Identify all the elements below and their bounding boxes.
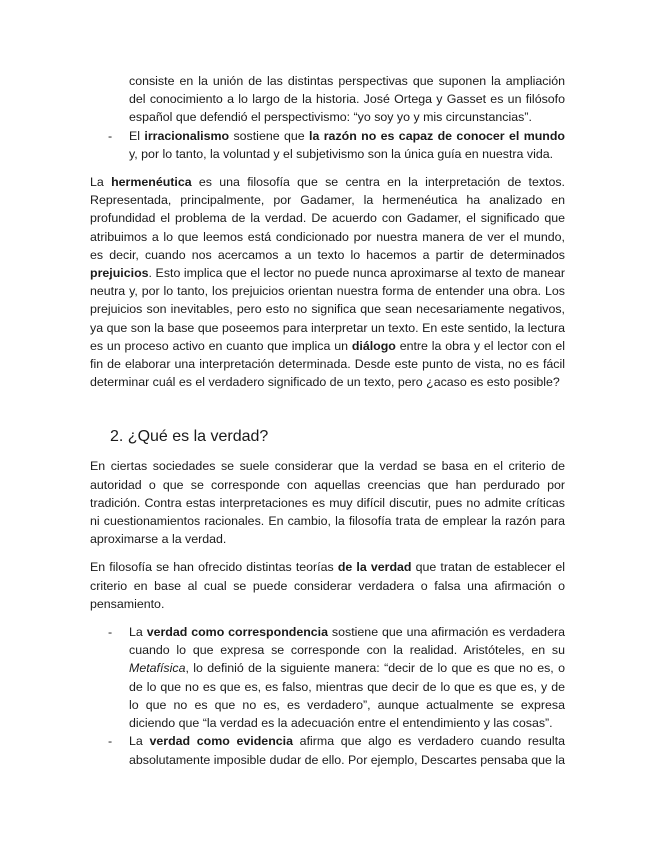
list-item-irracionalismo — [90, 127, 565, 163]
irracionalismo-mid: sostiene que — [229, 128, 310, 143]
term-dialogo: diálogo — [351, 338, 396, 353]
evidencia-text — [129, 732, 565, 768]
bullet-dash: - — [108, 625, 113, 640]
correspondencia-text2: , lo definió de la siguiente manera: “decir de lo que es que no es, o de lo que no es que es, es falso, mientras que decir de lo que es que es, y de lo que no es que no es, es verdadero”, aunque actualmente se expresa diciendo que “la verdad es la adecuación entre el entendimiento y las cosas”. — [129, 661, 565, 731]
work-metafisica: Metafísica — [129, 661, 186, 676]
term-evidencia: verdad como evidencia — [149, 734, 293, 749]
paragraph-hermeneutica — [90, 173, 565, 391]
correspondencia-pre: La — [129, 625, 147, 640]
claim-razon: la razón no es capaz de conocer el mundo — [309, 128, 565, 143]
correspondencia-text1: sostiene que una afirmación es verdadera cuando lo que expresa se corresponde con la realidad. Aristóteles, en su — [129, 625, 565, 658]
teorias-pre: En filosofía se han ofrecido distintas teorías — [90, 560, 338, 575]
paragraph-autoridad: En ciertas sociedades se suele considerar que la verdad se basa en el criterio de autoridad o que se corresponde con aquellas creencias que han perdurado por tradición. Contra estas interpretaciones es muy difícil discutir, pues no admite críticas ni cuestionamientos racionales. En cambio, la filosofía trata de emplear la razón para aproximarse a la verdad. — [90, 459, 565, 547]
list-item-evidencia — [90, 732, 565, 768]
hermeneutica-text3: entre la obra y el lector con el fin de elaborar una interpretación determinada. Desde este punto de vista, no es fácil determinar cuál es el verdadero significado de un texto, pero ¿acaso es esto posible? — [90, 338, 565, 390]
bullet-list-top — [90, 127, 565, 163]
hermeneutica-text1: es una filosofía que se centra en la interpretación de textos. Representada, principalmente, por Gadamer, la hermenéutica ha analizado en profundidad el problema de la verdad. De acuerdo con Gadamer, el significado que atribuimos a lo que leemos está condicionado por nuestra manera de ver el mundo, es decir, cuando nos acercamos a un texto lo hacemos a partir de determinados — [90, 175, 566, 262]
bullet-dash: - — [108, 128, 113, 143]
term-irracionalismo: irracionalismo — [144, 128, 230, 143]
hermeneutica-pre: La — [90, 175, 112, 190]
section-heading: 2. ¿Qué es la verdad? — [110, 428, 269, 446]
bullet-dash: - — [108, 734, 113, 749]
evidencia-pre: La — [129, 734, 150, 749]
irracionalismo-post: y, por lo tanto, la voluntad y el subjetivismo son la única guía en nuestra vida. — [129, 146, 554, 161]
page-content — [90, 72, 565, 769]
irracionalismo-text — [129, 127, 565, 163]
irracionalismo-pre: El — [129, 128, 145, 143]
term-hermeneutica: hermenéutica — [111, 175, 192, 190]
bullet-list-teorias — [90, 623, 565, 769]
evidencia-post: afirma que algo es verdadero cuando resulta absolutamente imposible dudar de ello. Por ejemplo, Descartes pensaba que la — [129, 734, 566, 767]
hermeneutica-text2: . Esto implica que el lector no puede nunca aproximarse al texto de manear neutra y, por lo tanto, los prejuicios orientan nuestra forma de entender una obra. Los prejuicios son inevitables, pero esto no significa que sean necesariamente negativos, ya que son la base que poseemos para interpretar un texto. En este sentido, la lectura es un proceso activo en cuanto que implica un — [90, 266, 565, 353]
term-de-la-verdad: de la verdad — [337, 560, 412, 575]
term-correspondencia: verdad como correspondencia — [146, 625, 329, 640]
term-prejuicios: prejuicios — [90, 266, 149, 281]
correspondencia-text — [129, 623, 565, 732]
teorias-post: que tratan de establecer el criterio en base al cual se puede considerar verdadera o falsa una afirmación o pensamiento. — [90, 560, 565, 611]
bullet-continuation-perspectivismo: consiste en la unión de las distintas perspectivas que suponen la ampliación del conocimiento a lo largo de la historia. José Ortega y Gasset es un filósofo español que defendió el perspectivismo: “yo soy yo y mis circunstancias”. — [129, 74, 565, 125]
list-item-correspondencia — [90, 623, 565, 732]
paragraph-teorias — [90, 558, 565, 613]
